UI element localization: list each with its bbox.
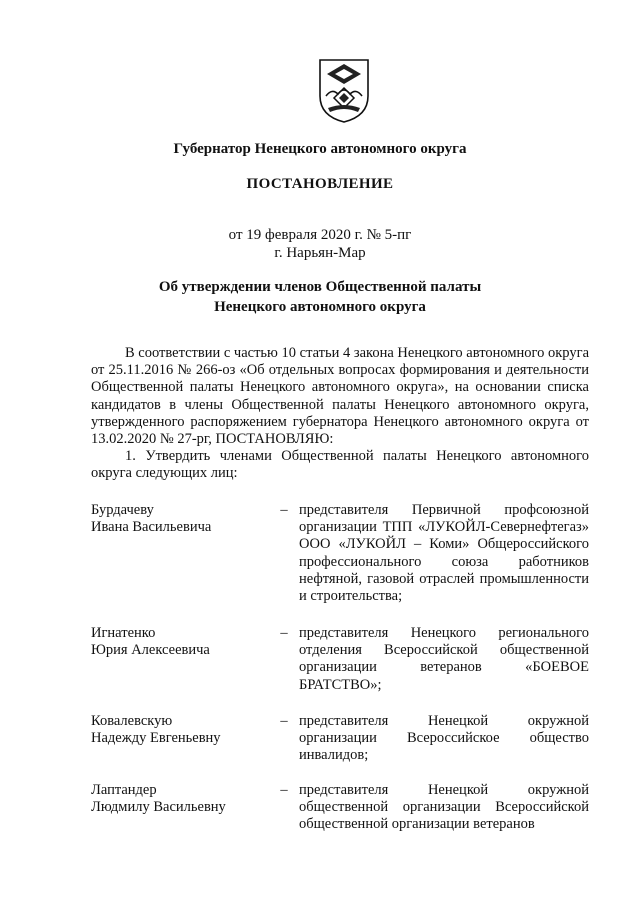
member-entry xyxy=(91,625,589,713)
member-dash: – xyxy=(280,625,288,641)
members-list xyxy=(91,502,589,834)
member-entry xyxy=(91,782,589,834)
subject-line-1: Об утверждении членов Общественной палаты xyxy=(158,279,482,295)
preamble-paragraph: В соответствии с частью 10 статьи 4 закона Ненецкого автономного округа от 25.11.2016 № 266-оз «Об отдельных вопросах формирования и деятельности Общественной палаты Ненецкого автономного округа», на основании списка кандидатов в члены Общественной палаты Ненецкого автономного округа, утвержденного распоряжением губернатора Ненецкого автономного округа от 13.02.2020 № 27-рг, ПОСТАНОВЛЯЮ: xyxy=(91,345,589,448)
member-entry xyxy=(91,713,589,782)
member-given-names: Юрия Алексеевича xyxy=(91,642,210,659)
member-surname: Ковалевскую xyxy=(91,713,173,729)
member-given-names: Людмилу Васильевну xyxy=(91,799,226,816)
member-description: представителя Первичной профсоюзной организации ТПП «ЛУКОЙЛ-Севернефтегаз» ООО «ЛУКОЙЛ – Коми» Общероссийского профессионального союза работников нефтяной, газовой отраслей промышленности и строительства; xyxy=(299,502,589,605)
member-name xyxy=(91,625,271,659)
member-given-names: Надежду Евгеньевну xyxy=(91,730,221,747)
coat-of-arms-icon xyxy=(318,58,370,124)
member-surname: Игнатенко xyxy=(91,625,156,641)
document-city: г. Нарьян-Мар xyxy=(274,245,366,261)
member-surname: Лаптандер xyxy=(91,782,157,798)
document-type: ПОСТАНОВЛЕНИЕ xyxy=(246,176,394,192)
member-name xyxy=(91,782,271,816)
member-description: представителя Ненецкой окружной организации Всероссийское общество инвалидов; xyxy=(299,713,589,764)
document-subject xyxy=(0,277,640,317)
member-name xyxy=(91,713,271,747)
subject-line-2: Ненецкого автономного округа xyxy=(214,299,426,315)
document-body xyxy=(91,345,589,483)
member-description: представителя Ненецкой окружной общественной организации Всероссийской общественной организации ветеранов xyxy=(299,782,589,833)
member-dash: – xyxy=(280,713,288,729)
item-1-paragraph: 1. Утвердить членами Общественной палаты Ненецкого автономного округа следующих лиц: xyxy=(91,448,589,482)
member-surname: Бурдачеву xyxy=(91,502,154,518)
document-date-number: от 19 февраля 2020 г. № 5-пг xyxy=(228,227,412,243)
member-dash: – xyxy=(280,502,288,518)
member-dash: – xyxy=(280,782,288,798)
member-description: представителя Ненецкого регионального отделения Всероссийской общественной организации ветеранов «БОЕВОЕ БРАТСТВО»; xyxy=(299,625,589,693)
member-entry xyxy=(91,502,589,625)
member-name xyxy=(91,502,271,536)
issuing-authority: Губернатор Ненецкого автономного округа xyxy=(173,141,467,157)
member-given-names: Ивана Васильевича xyxy=(91,519,212,536)
